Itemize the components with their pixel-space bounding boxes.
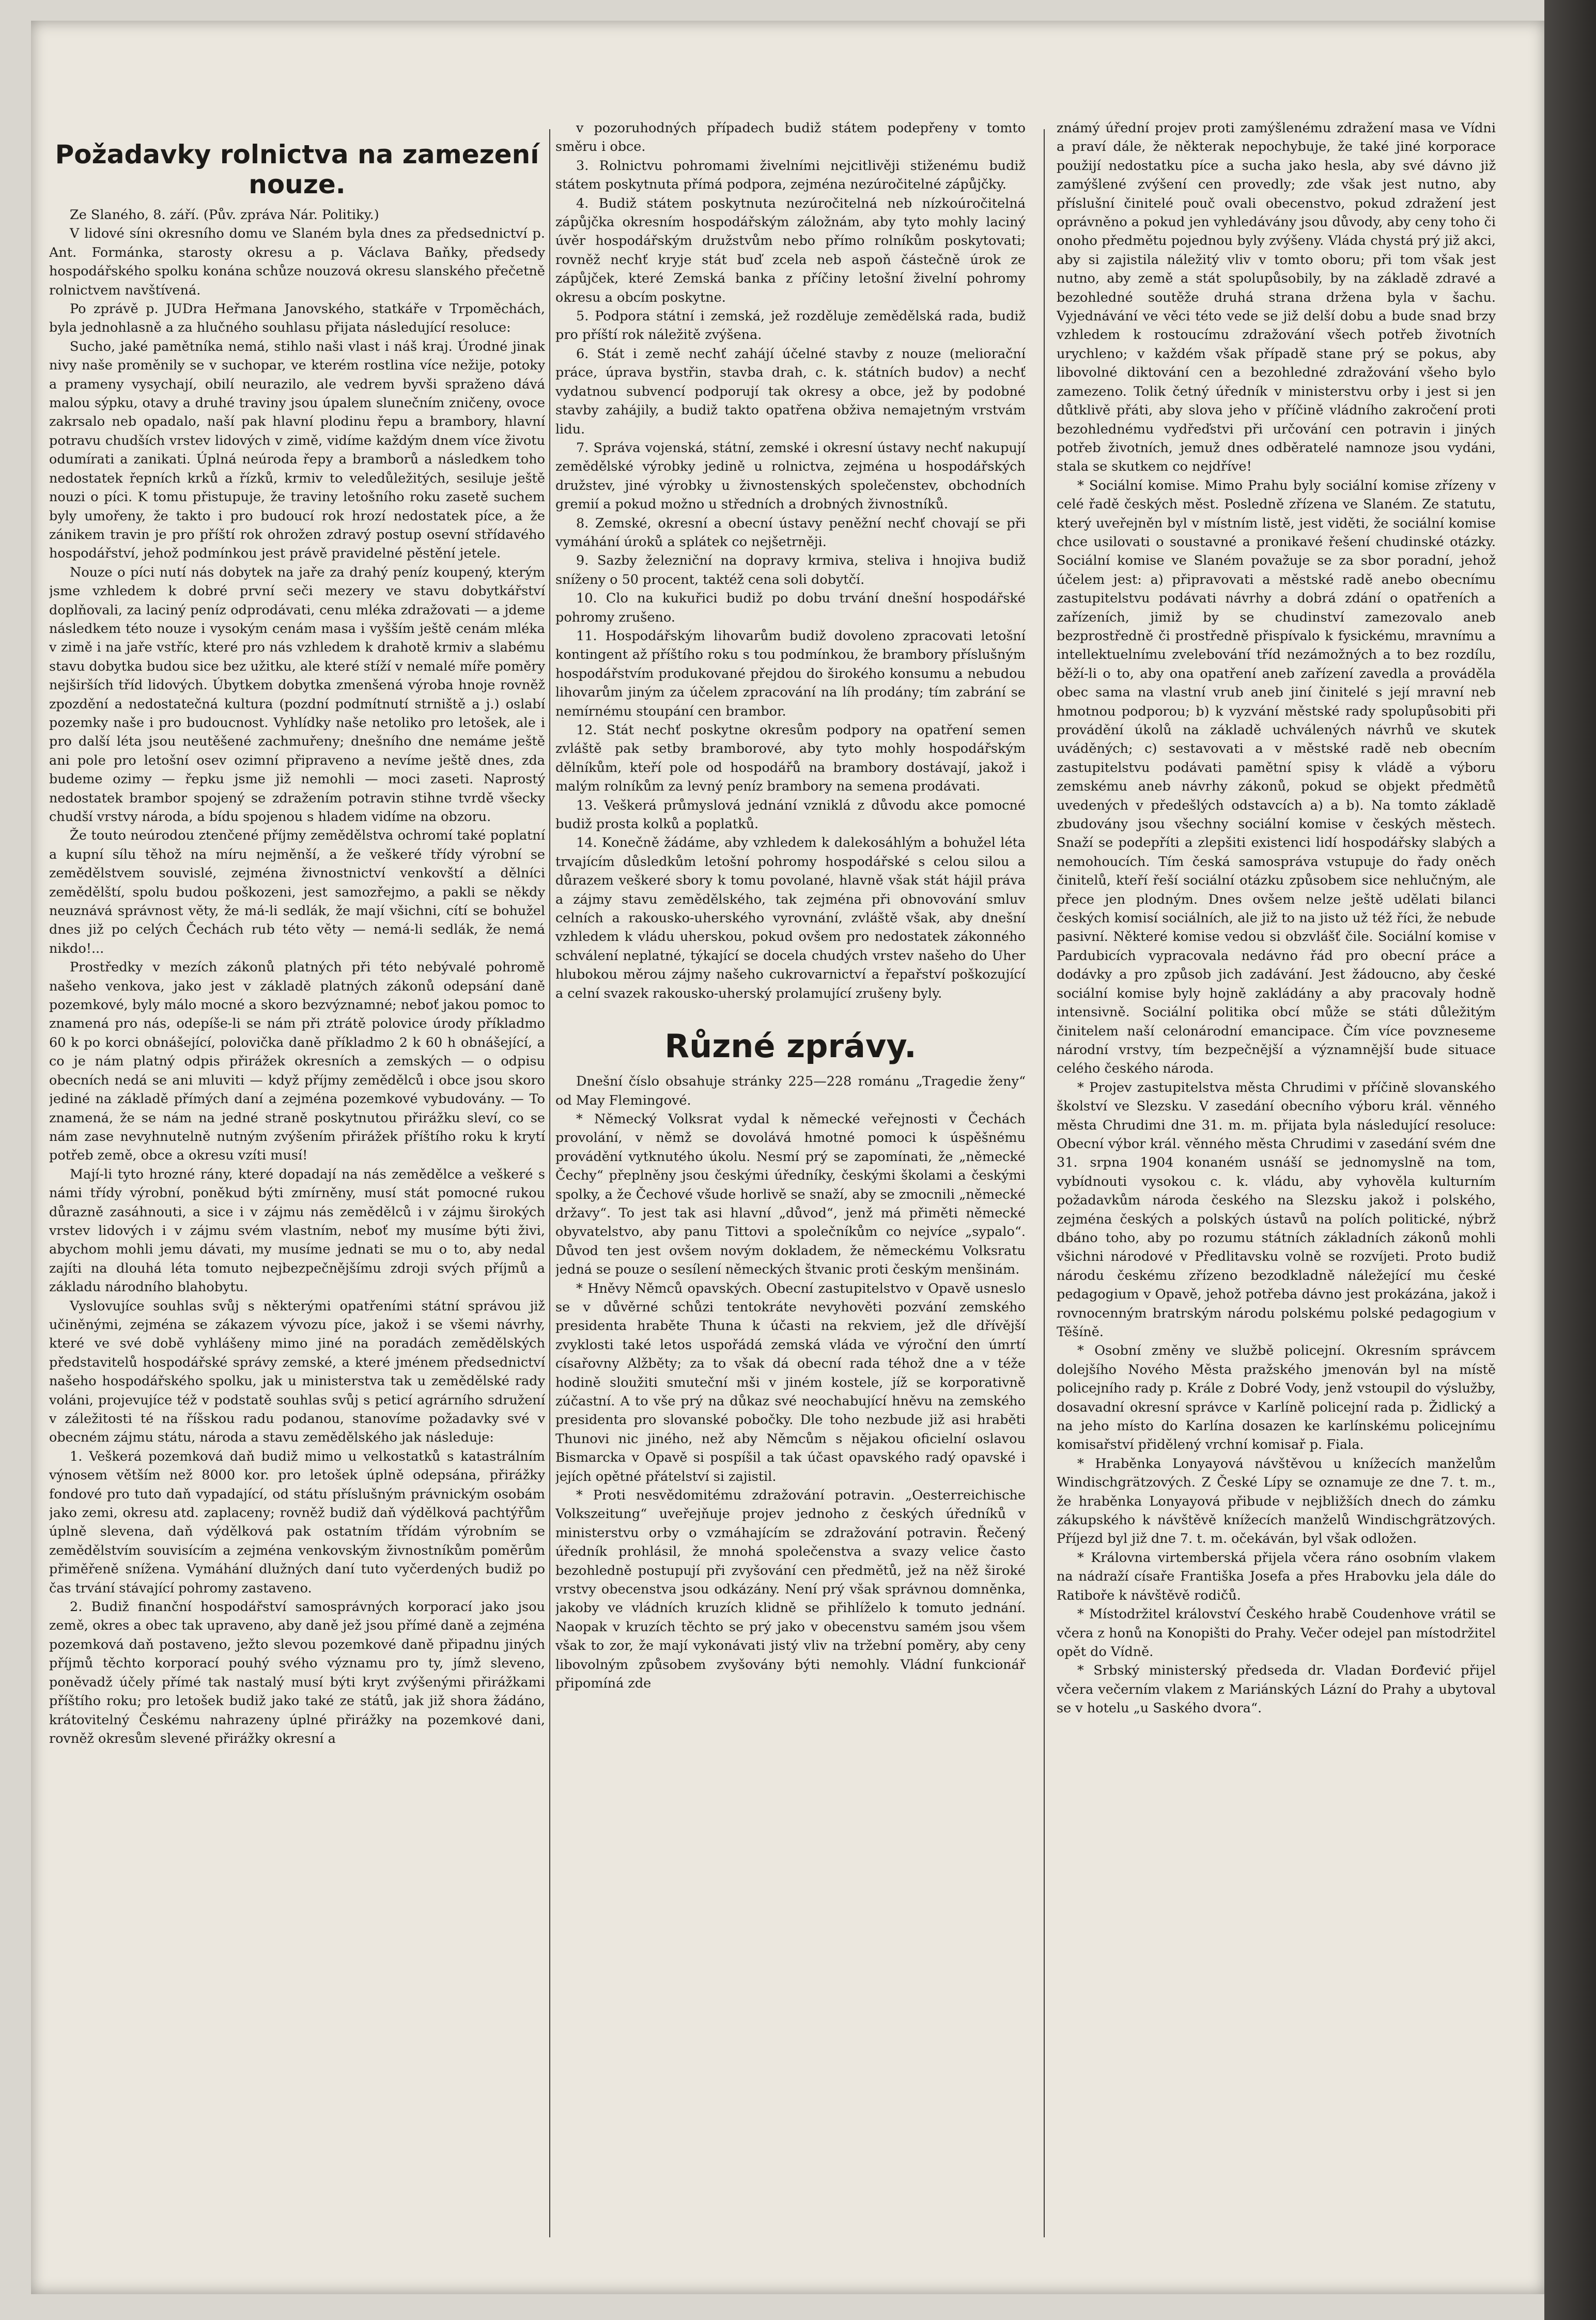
column-rule — [1044, 129, 1045, 2237]
news-item: * Proti nesvědomitému zdražování potravin. „Oesterreichische Volkszeitung“ uveřejňuje projev jednoho z českých úředníků v ministerstvu orby o vzmáhajícím se zdražování potravin. Řečený úředník prohlásil, že mnohá společenstva a svazy velice často bezohledně postupují při zvyšování cen předmětů, jež na něž široké vrstvy obecenstva jsou odkázány. Není prý však správnou domněnka, jakoby ve vládních kruzích klidně se přihlíželo k tomuto jednání. Naopak v kruzích těchto se prý jako v obecenstvu samém jsou všem však to zor, že mají vykonávati jistý vliv na tržební poměry, aby ceny libovolným způsobem zvyšovány býti nemohly. Vládní funkcionář připomíná zde — [555, 1488, 1026, 1692]
paragraph: 6. Stát i země nechť zahájí účelné stavby z nouze (meliorační práce, úprava bystřin, stavba drah, c. k. státních budov) a nechť vydatnou subvencí podporují tak okresy a obce, jež by podobné stavby zahájily, a budiž takto opatřena obživa nemajetným vrstvám lidu. — [555, 346, 1026, 437]
paragraph: Prostředky v mezích zákonů platných při této nebývalé pohromě našeho venkova, jako jest v základě platných zákonů odepsání daně pozemkové, byly málo mocné a skoro bezvýznamné; neboť jakou pomoc to znamená pro nás, odepíše-li se nám při ztrátě polovice úrody příkladmo 60 k po korci obnášející, polovička daně příkladmo 2 k 60 h obnášející, a co je nám platný odpis přirážek okresních a zemských — o odpisu obecních nedá se ani mluviti — když příjmy zemědělců i obce jsou skoro jediné na základě přímých daní a zejména pozemkové vybudovány. — To znamená, že se nám na jedné straně poskytnutou přirážku sleví, co se nám zase nevyhnutelně nutným zvýšením přirážek příštího roku k krytí potřeb země, obce a okresu vzíti musí! — [49, 960, 545, 1164]
news-item: * Srbský ministerský předseda dr. Vladan Đorđević přijel včera večerním vlakem z Mariánských Lázní do Prahy a ubytoval se v hotelu „u Saského dvora“. — [1057, 1663, 1496, 1716]
news-item: * Osobní změny ve službě policejní. Okresním správcem dolejšího Nového Města pražského jmenován byl na místě policejního rady p. Krále z Dobré Vody, jenž vstoupil do výslužby, dosavadní okresní správce v Karlíně policejní rada p. Židlický a na jeho místo do Karlína dosazen ke karlínskému policejnímu komisařství přidělený vrchní komisař p. Fiala. — [1057, 1343, 1496, 1453]
dateline: Ze Slaného, 8. září. (Pův. zpráva Nár. Politiky.) — [70, 207, 379, 223]
paragraph: 4. Budiž státem poskytnuta nezúročitelná neb nízkoúročitelná zápůjčka okresním hospodářským záložnám, aby tyto mohly laciný úvěr hospodářským družstvům nebo přímo rolníkům poskytovati; rovněž nechť kryje stát buď zcela neb aspoň částečně úrok ze zápůjček, které Zemská banka z příčiny letošní živelní pohromy okresu a obcím poskytne. — [555, 195, 1026, 305]
article-headline: Požadavky rolnictva na zamezení nouze. — [55, 140, 539, 199]
paragraph: Nouze o píci nutí nás dobytek na jaře za drahý peníz koupený, kterým jsme vzhledem k dobré první seči mezery ve stavu dobytkářství doplňovali, za laciný peníz odprodávati, cenu mléka zdražovati — a jdeme následkem této nouze i vysokým cenám masa i vyšším ještě cenám mléka v zimě i na jaře vstříc, které pro nás vzhledem k drahotě krmiv a slabému stavu dobytka budou sice bez užitku, ale které stíží v nemalé míře poměry nejširších tříd lidových. Úbytkem dobytka zmenšená výroba hnoje rovněž zpozdění a nedostatečná kultura (pozdní podmítnutí strniště a j.) oslabí pozemky naše i pro budoucnost. Vyhlídky naše netoliko pro letošek, ale i pro další léta jsou neutěšené zachmuřeny; dnešního dne nemáme ještě ani pole pro letošní osev ozimní připraveno a nevíme ještě dnes, zda budeme ozimy — řepku jsme již nemohli — moci zaseti. Naprostý nedostatek brambor spojený se zdražením potravin stihne tvrdě všecky chudší vrstvy národa, a bídu spojenou s hladem vidíme na obzoru. — [49, 564, 545, 825]
section-title: Různé zprávy. — [664, 1027, 917, 1065]
news-item: * Projev zastupitelstva města Chrudimi v příčině slovanského školství ve Slezsku. V zasedání obecního výboru král. věnného města Chrudimi dne 31. m. m. přijata byla následující resoluce: Obecní výbor král. věnného města Chrudimi v zasedání svém dne 31. srpna 1904 konaném usnáší se jednomyslně na tom, vybídnouti vysokou c. k. vládu, aby vyhověla kulturním požadavkům národa českého na Slezsku jakož i polského, zejména českých a polských ústavů na polích politické, nýbrž dbáno toho, aby po rozumu státních základních zákonů mohli všichni národové v Předlitavsku volně se rozvíjeti. Proto budiž národu českému zřízeno bezodkladně náležející mu české pedagogium v Opavě, jehož potřeba dávno jest prokázána, jakož i rovnocenným bratrským národu polskému polské pedagogium v Těšíně. — [1057, 1079, 1496, 1340]
paragraph: 2. Budiž finanční hospodářství samosprávných korporací jako jsou země, okres a obec tak upraveno, aby daně jež jsou přímé daně a zejména pozemková daň postaveno, ježto slevou pozemkové daně připadnu jiných příjmů těchto korporací pouhý svého významu pro ty, jímž sleveno, poněvadž účely přímé tak nastalý musí býti kryt zvýšenými přirážkami příštího roku; pro letošek budiž jako také ze států, jak již shora žádáno, krátovitelný Českému nahrazeny úplné přirážky na pozemkové dani, rovněž okresům slevené přirážky okresní a — [49, 1599, 545, 1746]
news-item: * Královna virtemberská přijela včera ráno osobním vlakem na nádraží císaře Františka Josefa a přes Hrabovku jela dále do Ratiboře k návštěvě rodičů. — [1057, 1550, 1496, 1603]
paragraph: 5. Podpora státní i zemská, jež rozděluje zemědělská rada, budiž pro příští rok náležitě zvýšena. — [555, 308, 1026, 343]
column-rule — [549, 129, 550, 2237]
paragraph: 13. Veškerá průmyslová jednání vzniklá z důvodu akce pomocné budiž prosta kolků a poplatků. — [555, 797, 1026, 832]
paragraph: 10. Clo na kukuřici budiž po dobu trvání dnešní hospodářské pohromy zrušeno. — [555, 591, 1026, 625]
paragraph: v pozoruhodných případech budiž státem podepřeny v tomto směru i obce. — [555, 120, 1026, 155]
paragraph: známý úřední projev proti zamýšlenému zdražení masa ve Vídni a praví dále, že některak nepochybuje, že také jiné korporace použijí nedostatku píce a sucha jako hesla, aby své dávno již zamýšlené zvýšení cen provedly; zde však jest nutno, aby příslušní činitelé pouč ovali obecenstvo, pokud zdražení jest oprávněno a pokud jen vyhledávány jsou důvody, aby ceny toho či onoho předmětu pojednou byly zvýšeny. Vláda chystá prý již akci, aby si zajistila náležitý vliv v tomto oboru; při tom však jest nutno, aby země a stát spolupůsobily, by na základě zdravé a bezohledné soutěže druhá strana držena byla v šachu. Vyjednávání ve věci této vede se již delší dobu a bude snad brzy vzhledem k rostoucímu zdražování všech potřeb životních urychleno; v každém však případě stane prý se pokus, aby libovolné diktování cen a bezohledné zdražování všeho bylo zamezeno. Tolik četný úředník v ministerstvu orby i jest si jen důtklivě přáti, aby slova jeho v příčině vládního zakročení proti bezohlednému vydřeďstvi při určování cen potravin i jiných potřeb životních, jemuž dnes odběratelé namnoze jsou vydáni, stala se skutkem co nejdříve! — [1057, 120, 1496, 475]
paragraph: V lidové síni okresního domu ve Slaném byla dnes za předsednictví p. Ant. Formánka, starosty okresu a p. Václava Baňky, předsedy hospodářského spolku konána schůze nouzová okresu slanského přečetně rolnictvem navštívená. — [49, 226, 545, 298]
news-item: * Hraběnka Lonyayová návštěvou u knížecích manželům Windischgrätzových. Z České Lípy se oznamuje ze dne 7. t. m., že hraběnka Lonyayová přibude v nejbližších dnech do zámku zákupského k návštěvě knížecích manželů Windischgrätzových. Příjezd byl již dne 7. t. m. očekáván, byl však odložen. — [1057, 1456, 1496, 1547]
column-1 — [49, 119, 545, 2237]
paragraph: 11. Hospodářským lihovarům budiž dovoleno zpracovati letošní kontingent až příštího roku s tou podmínkou, že brambory příslušným hospodářstvím produkované přejdou do širokého konsumu a nebudou lihovarům jiným za účelem zpracování na líh prodány; tím zabrání se nemírnému stoupání cen brambor. — [555, 628, 1026, 719]
news-item: * Sociální komise. Mimo Prahu byly sociální komise zřízeny v celé řadě českých měst. Posledně zřízena ve Slaném. Ze statutu, který uveřejněn byl v místním listě, jest viděti, že sociální komise chce usilovati o soustavné a pronikavé řešení chudinské otázky. Sociální komise ve Slaném považuje se za sbor poradní, jehož účelem jest: a) připravovati a městské radě anebo obecnímu zastupitelstvu podávati návrhy a dobrá zdání o opatřeních a zařízeních, jimiž by se chudinství zamezovalo aneb bezprostředně či prostředně přispívalo k fysickému, mravnímu a intellektuelnímu zvelebování tříd nezámožných a to bez rozdílu, běží-li o to, aby ona opatření aneb zařízení zavedla a prováděla obec sama na vlastní vrub aneb jiní činitelé s její mravní neb hmotnou podporou; b) k vyzvání městské rady spolupůsobiti při provádění úkolů na základě uchválených návrhů ve skutek uváděných; c) sestavovati a v městské radě neb obecním zastupitelstvu podávati pamětní spisy k vládě a výboru zemskému aneb návrhy zákonů, pokud se objekt předmětů uvedených v předešlých odstavcích a) a b). Na tomto základě zbudovány jsou všechny sociální komise v českých městech. Snaží se podepříti a zlepšiti existenci lidí hospodářsky slabých a nemohoucích. Tím česká samospráva vstupuje do řady oněch činitelů, kteří řeší sociální otázku způsobem sice nehlučným, ale přece jen plodným. Dnes ovšem nelze ještě udělati bilanci českých komisí sociálních, ale již to na jisto už též říci, že nebude pasivní. Některé komise vedou si obzvlášť čile. Sociální komise v Pardubicích vypracovala nedávno řád pro obecní práce a dodávky a pro způsob jich zadávání. Jest žádoucno, aby české sociální komise byly hojně zakládány a aby pracovaly hodně intensivně. Sociální politika obcí může se státi důležitým činitelem naší celonárodní emancipace. Čím více povzneseme národní vrstvy, tím bezpečnější a významnější bude situace celého českého národa. — [1057, 477, 1496, 1077]
news-item: * Hněvy Němců opavských. Obecní zastupitelstvo v Opavě usneslo se v důvěrné schůzi tentokráte nevyhověti pozvání zemského presidenta hraběte Thuna k účasti na rekviem, jež dle dřívější zvyklosti také letos uspořádá zemská vláda ve výroční den úmrtí císařovny Alžběty; za to však dá obecní rada téhož dne a v téže hodině sloužiti smuteční mši v jiném kostele, jíž se korporativně zúčastní. A to vše prý na důkaz své neochabující hněvu na zemského presidenta pro slovanské pobočky. Dle toho nezbude již asi hraběti Thunovi nic jiného, než aby Němcům s nějakou oficielní oslavou Bismarcka v Opavě si pospíšil a tak účast opavského radý opavské i jejích opětné přátelství si zajistil. — [555, 1280, 1026, 1484]
column-2 — [555, 119, 1026, 2237]
paragraph: Vyslovujíce souhlas svůj s některými opatřeními státní správou již učiněnými, zejména se zákazem vývozu píce, jakož i se všemi návrhy, které ve své době vyhlášeny mimo jiné na poradách zemědělských představitelů hospodářské správy zemské, a které jménem předsednictví našeho hospodářského spolku, jak u ministerstva tak u zemědělské rady voláni, projevujíce též v podstatě souhlas svůj s peticí agrárního sdružení v záležitosti té na říšskou radu podanou, stanovíme požadavky své v obecném zájmu státu, národa a stavu zemědělského jak následuje: — [49, 1298, 545, 1446]
paragraph: 8. Zemské, okresní a obecní ústavy peněžní nechť chovají se při vymáhání úroků a splátek co nejšetrněji. — [555, 515, 1026, 550]
novel-note: Dnešní číslo obsahuje stránky 225—228 románu „Tragedie ženy“ od May Flemingové. — [555, 1074, 1026, 1108]
paragraph: 1. Veškerá pozemková daň budiž mimo u velkostatků s katastrálním výnosem větším než 8000 kor. pro letošek úplně odepsána, přirážky fondové pro tuto daň vypadající, od státu příslušným právnickým osobám jako zemi, okresu atd. zaplaceny; rovněž budiž daň výdělková pachtýřům úplně slevena, daň výdělková pak ostatním třídám výrobním se zemědělstvím souvisícím a zejména venkovským živnostníkům poměrům přiměřeně snížena. Vymáhání dlužných daní tuto vyčerdených budiž po čas trvání stávající pohromy zastaveno. — [49, 1448, 545, 1596]
page-edge — [1544, 0, 1596, 2320]
paragraph: 7. Správa vojenská, státní, zemské i okresní ústavy nechť nakupují zemědělské výrobky jedině u rolnictva, zejména u hospodářských družstev, jiné výrobky u živnostenských společenstev, obchodních gremií a pokud možno u středních a drobných živnostníků. — [555, 440, 1026, 513]
news-item: * Místodržitel království Českého hrabě Coudenhove vrátil se včera z honů na Konopišti do Prahy. Večer odejel pan místodržitel opět do Vídně. — [1057, 1606, 1496, 1660]
paragraph: 9. Sazby železniční na dopravy krmiva, steliva i hnojiva budiž sníženy o 50 procent, taktéž cena soli dobytčí. — [555, 553, 1026, 587]
paragraph: Po zprávě p. JUDra Heřmana Janovského, statkáře v Trpoměchách, byla jednohlasně a za hlučného souhlasu přijata následující resoluce: — [49, 301, 545, 336]
paragraph: 3. Rolnictvu pohromami živelními nejcitlivěji stiženému budiž státem poskytnuta přímá podpora, zejména nezúročitelné zápůjčky. — [555, 158, 1026, 193]
paragraph: 14. Konečně žádáme, aby vzhledem k dalekosáhlým a bohužel léta trvajícím důsledkům letošní pohromy hospodářské s celou silou a důrazem veškeré sbory k tomu povolané, hlavně však stát hájil práva a zájmy stavu zemědělského, tak zejména při obnovování smluv celních a rakousko-uherského vyrovnání, zvláště však, aby dnešní vzhledem k vládu uherskou, pokud ovšem pro nedostatek zákonného schválení neplatné, týkající se docela chudých vrstev našeho do Uher hlubokou měrou zájmy našeho cukrovarnictví a řepařství poškozující a celní svazek rakousko-uherský prolamující zrušeny byly. — [555, 835, 1026, 1001]
paragraph: Mají-li tyto hrozné rány, které dopadají na nás zemědělce a veškeré s námi třídy výrobní, poněkud býti zmírněny, musí stát pomocné rukou důrazně zasáhnouti, a sice i v zájmu nás zemědělců i v zájmu širokých vrstev lidových i v zájmu svém vlastním, neboť my musíme býti živi, abychom mohli jemu dávati, my musíme jednati se mu o to, aby nedal zajíti na dlouhá léta tomuto nejbezpečnějšímu zdroji svých příjmů a základu národního blahobytu. — [49, 1166, 545, 1295]
news-item: * Německý Volksrat vydal k německé veřejnosti v Čechách provolání, v němž se dovolává hmotné pomoci k úspěšnému provádění vytknutého úkolu. Nesmí prý se zapomínati, že „německé Čechy“ přeplněny jsou českými úředníky, českými školami a českými spolky, a že Čechové všude horlivě se snaží, aby se zmocnili „německé državy“. To jest tak asi hlavní „důvod“, jenž má přiměti německé obyvatelstvo, aby panu Tittovi a společníkům co nejvíce „sypalo“. Důvod ten jest ovšem novým dokladem, že německému Volksratu jedná se pouze o sesílení německých štvanic proti českým menšinám. — [555, 1111, 1026, 1278]
paragraph: Že touto neúrodou ztenčené příjmy zemědělstva ochromí také poplatní a kupní sílu těhož na míru nejměnší, a že veškeré třídy výrobní se zemědělstvem souvislé, zejména živnostnictví venkovští a dělníci zemědělští, spolu budou poškozeni, jest samozřejmo, a pakli se někdy neuznává správnost věty, že má-li sedlák, že mají všichni, cítí se bohužel dnes již po celých Čechách rub této věty — nemá-li sedlák, že nemá nikdo!... — [49, 828, 545, 956]
paragraph: 12. Stát nechť poskytne okresům podpory na opatření semen zvláště pak setby bramborové, aby tyto mohly hospodářským dělníkům, kteří pole od hospodářů na brambory dostávají, jakož i malým rolníkům za levný peníz brambory na semena prodávati. — [555, 722, 1026, 795]
separator — [555, 1003, 1026, 1016]
paragraph: Sucho, jaké pamětníka nemá, stihlo naši vlast i náš kraj. Úrodné jinak nivy naše proměnily se v suchopar, ve kterém rostlina více nežije, potoky a prameny vysychají, obilí neurazilo, ale vedrem byvši spraženo dává malou sýpku, otavy a druhé traviny jsou úpalem slunečním zničeny, ovoce zakrsalo neb opadalo, naší pak hlavní plodinu řepu a brambory, hlavní potravu chudších vrstev lidových v zimě, vidíme každým dnem více životu odumírati a zanikati. Úplná neúroda řepy a bramborů a následkem toho nedostatek řepních krků a řízků, krmiv to veledůležitých, sesiluje ještě nouzi o píci. K tomu přistupuje, že traviny letošního roku zasetě suchem byly umořeny, že takto i pro budoucí rok hrozí nedostatek píce, a že zánikem travin je pro příští rok ohrožen zdravý postup osevní střídavého hospodářství, jehož podmínkou jest právě pravidelné pěstění jetele. — [49, 338, 545, 562]
column-3 — [1057, 119, 1496, 2237]
